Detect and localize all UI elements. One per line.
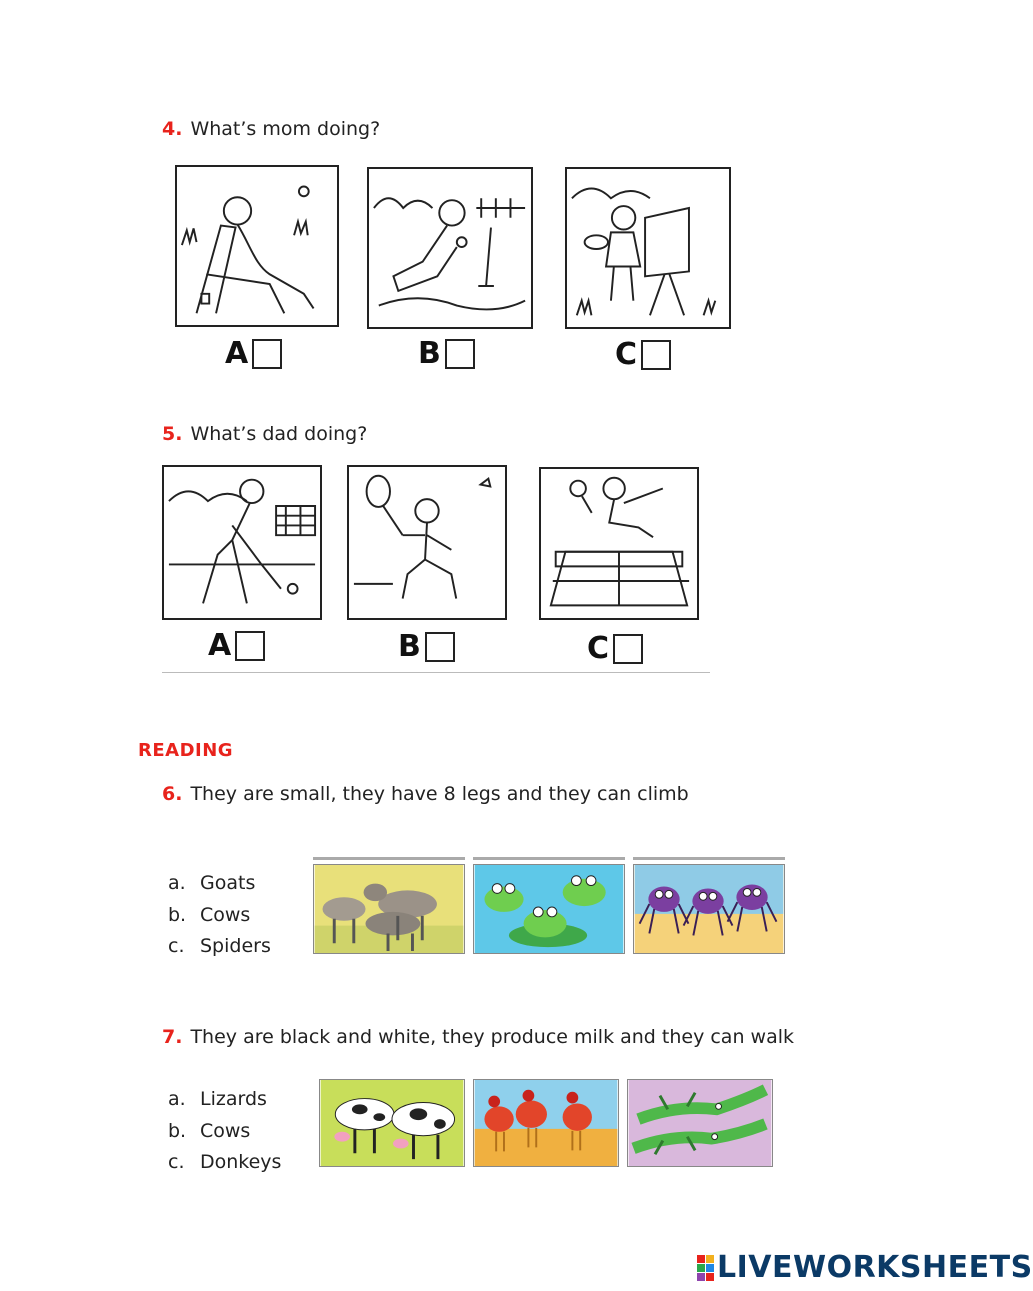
badminton-drawing [349,467,505,618]
choice-letter: C [615,337,638,372]
image-top-rule [633,857,785,860]
cows-illustration [320,1080,464,1166]
q4-choice-a [225,336,282,371]
q5-choice-b [398,629,455,664]
question-number: 5. [162,423,183,445]
choice-letter: C [587,631,610,666]
q7-image-cows [319,1079,465,1167]
option-letter: a. [168,1088,186,1110]
option-label: Cows [200,903,251,926]
q7-options [168,1084,281,1179]
hens-illustration [474,1080,618,1166]
q7-image-hens [473,1079,619,1167]
q6-image-donkeys [313,864,465,954]
choice-letter: B [398,629,421,664]
q5-checkbox-c[interactable] [613,634,643,664]
q4-checkbox-a[interactable] [252,339,282,369]
image-top-rule [473,857,625,860]
spiders-illustration [634,865,784,953]
q7-option-a[interactable] [168,1084,281,1116]
question-6 [162,783,689,805]
frogs-illustration [474,865,624,953]
q5-picture-a-hockey [162,465,322,620]
sunbathing-drawing [177,167,337,325]
liveworksheets-logo [697,1250,1033,1285]
question-7 [162,1026,794,1048]
option-label: Donkeys [200,1151,282,1173]
question-5 [162,423,367,445]
q7-option-c[interactable] [168,1147,281,1179]
q5-choice-a [208,628,265,663]
question-4 [162,118,380,140]
image-top-rule [313,857,465,860]
question-number: 4. [162,118,183,140]
q4-picture-b-gardening [367,167,533,329]
lizards-illustration [628,1080,772,1166]
q4-checkbox-b[interactable] [445,339,475,369]
option-letter: b. [168,903,187,926]
choice-letter: A [225,336,249,371]
option-letter: c. [168,1151,185,1173]
option-label: Lizards [200,1088,267,1110]
reading-heading: READING [138,740,234,761]
q5-picture-b-badminton [347,465,507,620]
table-tennis-drawing [541,469,697,618]
question-number: 7. [162,1026,183,1048]
question-text: What’s dad doing? [190,423,368,445]
option-label: Spiders [200,935,271,957]
q6-option-a[interactable] [168,868,271,900]
option-label: Goats [200,872,256,894]
q4-picture-c-painting [565,167,731,329]
option-letter: b. [168,1119,187,1142]
liveworksheets-icon [697,1255,714,1281]
q7-option-b[interactable] [168,1116,281,1148]
brand-text: LIVEWORKSHEETS [717,1250,1033,1285]
donkeys-illustration [314,865,464,953]
q4-picture-a-sunbathing [175,165,339,327]
question-text: They are small, they have 8 legs and they can climb [190,783,689,805]
option-label: Cows [200,1119,251,1142]
q5-picture-c-table-tennis [539,467,699,620]
q6-option-b[interactable] [168,900,271,932]
q7-image-lizards [627,1079,773,1167]
option-letter: a. [168,872,186,894]
q5-checkbox-b[interactable] [425,632,455,662]
gardening-drawing [369,169,531,327]
q6-option-c[interactable] [168,931,271,963]
q6-image-spiders [633,864,785,954]
q4-choice-b [418,336,475,371]
q5-checkbox-a[interactable] [235,631,265,661]
question-text: They are black and white, they produce milk and they can walk [190,1026,794,1048]
choice-letter: B [418,336,441,371]
choice-letter: A [208,628,232,663]
question-number: 6. [162,783,183,805]
option-letter: c. [168,935,185,957]
q6-options [168,868,271,963]
q4-checkbox-c[interactable] [641,340,671,370]
q4-choice-c [615,337,671,372]
q5-choice-c [587,631,643,666]
q6-image-frogs [473,864,625,954]
painting-drawing [567,169,729,327]
divider [162,672,710,673]
hockey-drawing [164,467,320,618]
question-text: What’s mom doing? [190,118,381,140]
